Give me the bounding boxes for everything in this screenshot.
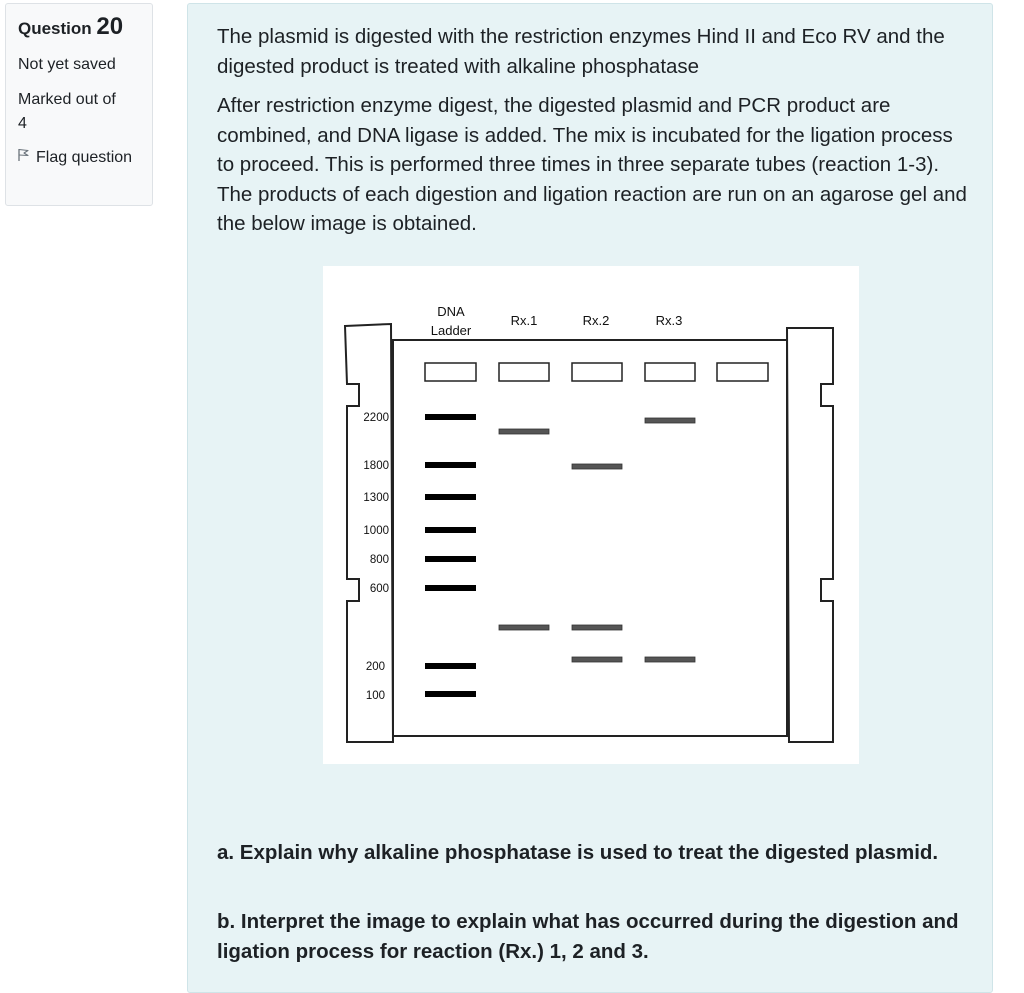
mark-value: 4: [18, 115, 27, 132]
question-grade: [18, 88, 140, 136]
ladder-label-line1: DNA: [437, 304, 465, 319]
question-info-panel: [5, 3, 153, 206]
ladder-band-1800: [425, 462, 476, 468]
rx2-band-middle: [572, 625, 622, 630]
rx1-band-upper: [499, 429, 549, 434]
lane-label-rx2: Rx.2: [582, 313, 610, 328]
ladder-band-200: [425, 663, 476, 669]
ladder-band-600: [425, 585, 476, 591]
question-content: [187, 3, 993, 993]
ladder-size-1800: 1800: [363, 460, 389, 472]
well-rx3: [645, 363, 695, 381]
ladder-band-1300: [425, 494, 476, 500]
well-rx2: [572, 363, 622, 381]
gel-diagram: [323, 266, 859, 764]
ladder-band-2200: [425, 414, 476, 420]
question-word: Question: [18, 19, 92, 38]
flag-icon: [18, 146, 32, 170]
gel-right-holder: [787, 328, 833, 742]
well-ladder: [425, 363, 476, 381]
gel-electrophoresis-image: [323, 266, 859, 764]
ladder-band-100: [425, 691, 476, 697]
gel-body: [393, 340, 787, 736]
rx3-band-lower: [645, 657, 695, 662]
ladder-label-line2: Ladder: [430, 323, 472, 338]
well-empty: [717, 363, 768, 381]
ladder-size-200: 200: [365, 661, 385, 673]
question-state: Not yet saved: [18, 56, 116, 73]
question-paragraph-1: The plasmid is digested with the restriction enzymes Hind II and Eco RV and the digested product is treated with alkaline phosphatase: [217, 25, 945, 78]
rx2-band-lower: [572, 657, 622, 662]
ladder-band-800: [425, 556, 476, 562]
ladder-size-100: 100: [365, 690, 385, 702]
question-number-heading: [18, 13, 140, 40]
flag-question-button[interactable]: [18, 146, 140, 170]
lane-label-rx1: Rx.1: [510, 313, 538, 328]
lane-label-rx3: Rx.3: [655, 313, 683, 328]
ladder-size-600: 600: [369, 583, 389, 595]
ladder-size-800: 800: [369, 554, 389, 566]
question-part-a: a. Explain why alkaline phosphatase is used to treat the digested plasmid.: [217, 841, 939, 864]
question-paragraph-2: After restriction enzyme digest, the digested plasmid and PCR product are combined, and DNA ligase is added. The mix is incubated for the ligation process to proceed. This is performed three times in three separate tubes (reaction 1-3). The products of each digestion and ligation reaction are run on an agarose gel and the below image is obtained.: [217, 94, 967, 235]
ladder-band-1000: [425, 527, 476, 533]
rx1-band-lower: [499, 625, 549, 630]
flag-question-label: Flag question: [36, 149, 133, 166]
marked-out-of-label: Marked out of: [18, 91, 116, 108]
ladder-size-2200: 2200: [363, 412, 389, 424]
question-number: 20: [96, 13, 124, 40]
ladder-size-1300: 1300: [363, 492, 389, 504]
well-rx1: [499, 363, 549, 381]
ladder-size-1000: 1000: [363, 525, 389, 537]
rx3-band-upper: [645, 418, 695, 423]
rx2-band-upper: [572, 464, 622, 469]
question-part-b: b. Interpret the image to explain what has occurred during the digestion and ligation process for reaction (Rx.) 1, 2 and 3.: [217, 910, 959, 963]
